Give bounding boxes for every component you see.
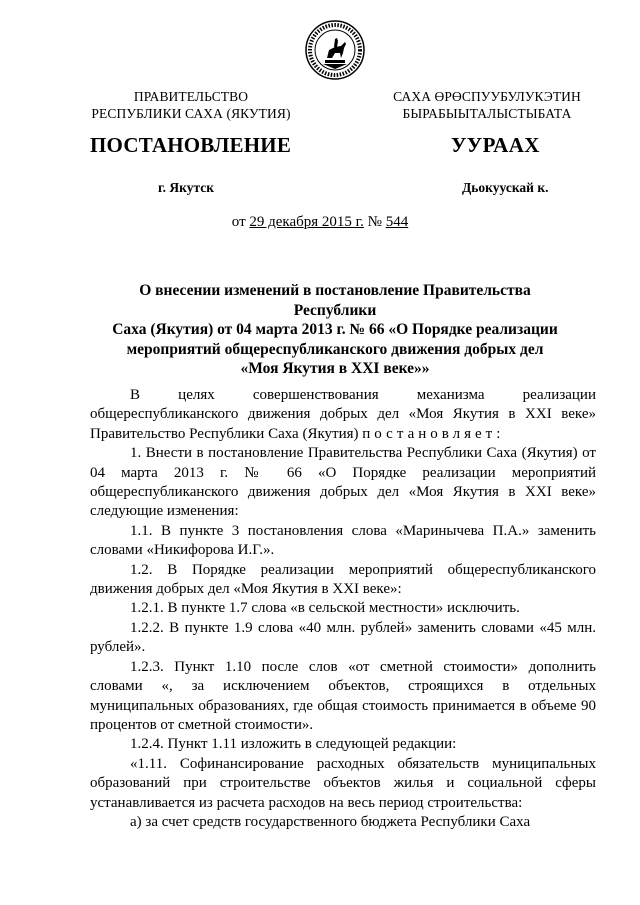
government-name-ru-line2: РЕСПУБЛИКИ САХА (ЯКУТИЯ) [91, 106, 291, 121]
paragraph-1-1: 1.1. В пункте 3 постановления слова «Маринычева П.А.» заменить словами «Никифорова И.Г.». [90, 522, 596, 559]
paragraph-1-2-3: 1.2.3. Пункт 1.10 после слов «от сметной стоимости» дополнить словами «, за исключением объектов, строящихся в отдельных муниципальных образованиях, где общая стоимость принимается в объеме 90 процентов от сметной стоимости». [90, 658, 596, 733]
government-name-ru-line1: ПРАВИТЕЛЬСТВО [133, 89, 249, 104]
quoted-paragraph-1-11: «1.11. Софинансирование расходных обязательств муниципальных образований при строительстве объектов жилья и социальной сферы устанавливается из расчета расходов на весь период строительства: [90, 755, 596, 811]
city-sakha: Дьокуускай к. [462, 180, 549, 195]
paragraph-1: 1. Внести в постановление Правительства Республики Саха (Якутия) от 04 марта 2013 г. № 66 «О Порядке реализации мероприятий общереспубликанского движения добрых дел «Моя Якутия в XXI веке» следующие изменения: [90, 445, 596, 520]
doc-type-ru: ПОСТАНОВЛЕНИЕ [90, 133, 292, 157]
intro-paragraph [90, 386, 596, 444]
document-title [100, 281, 570, 379]
government-name-sakha [372, 88, 602, 122]
number-sign: № [367, 214, 382, 230]
coat-of-arms-emblem [305, 20, 365, 80]
paragraph-1-2: 1.2. В Порядке реализации мероприятий общереспубликанского движения добрых дел «Моя Якутия в XXI веке»: [90, 561, 596, 598]
document-body [90, 386, 596, 832]
date-prefix: от [231, 214, 246, 230]
city-ru: г. Якутск [158, 180, 215, 195]
paragraph-1-2-1: 1.2.1. В пункте 1.7 слова «в сельской местности» исключить. [130, 600, 520, 617]
title-line-2: Саха (Якутия) от 04 марта 2013 г. № 66 «О Порядке реализации [112, 321, 558, 338]
title-line-4: «Моя Якутия в XXI веке»» [240, 360, 430, 377]
quoted-item-a: а) за счет средств государственного бюджета Республики Саха [130, 813, 531, 830]
document-number: 544 [385, 214, 409, 230]
doc-type-sakha: УУРААХ [451, 133, 540, 157]
title-line-1: О внесении изменений в постановление Правительства Республики [139, 282, 531, 319]
intro-verb: постановляет: [362, 425, 505, 442]
title-line-3: мероприятий общереспубликанского движения добрых дел [126, 340, 544, 358]
intro-text: В целях совершенствования механизма реализации общереспубликанского движения добрых дел «Моя Якутия в XXI веке» Правительство Республики Саха (Якутия) [90, 387, 596, 442]
government-name-sakha-line1: САХА ӨРӨСПУУБУЛУКЭТИН [393, 89, 581, 104]
government-name-sakha-line2: БЫРАБЫЫТАЛЫСТЫБАТА [402, 106, 572, 121]
emblem-icon [305, 20, 365, 80]
paragraph-1-2-2: 1.2.2. В пункте 1.9 слова «40 млн. рублей» заменить словами «45 млн. рублей». [90, 619, 596, 656]
document-date: 29 декабря 2015 г. [249, 214, 364, 230]
paragraph-1-2-4: 1.2.4. Пункт 1.11 изложить в следующей редакции: [130, 736, 457, 753]
date-number-line [0, 214, 640, 231]
government-name-ru [86, 88, 296, 122]
